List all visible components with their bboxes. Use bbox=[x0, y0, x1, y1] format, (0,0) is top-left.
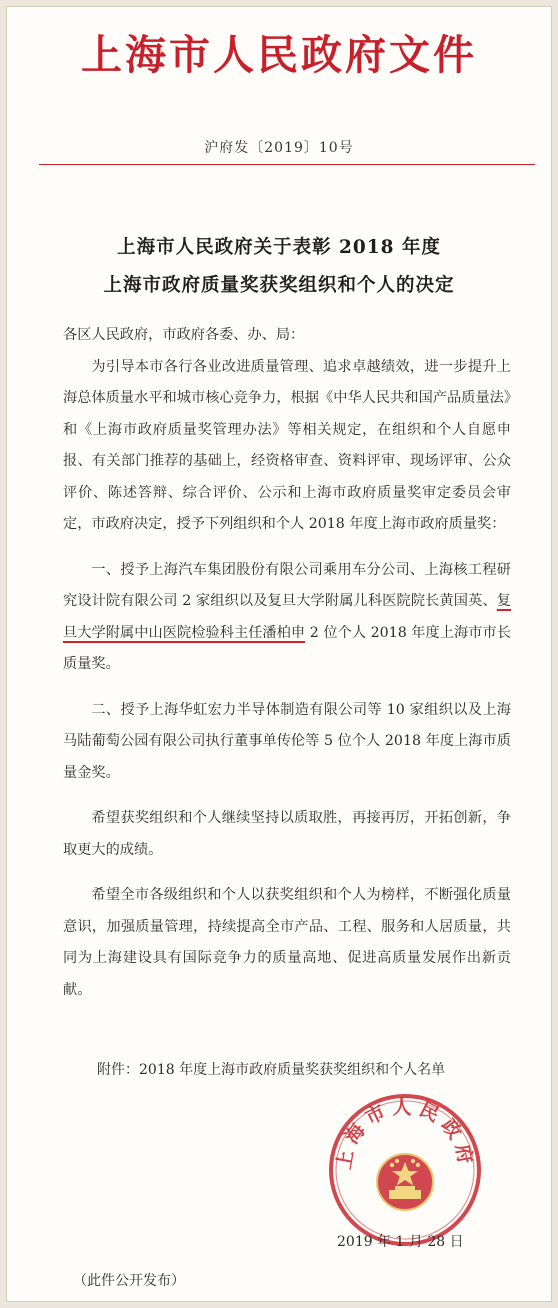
attachment-line: 附件：2018 年度上海市政府质量奖获奖组织和个人名单 bbox=[97, 1062, 446, 1078]
title-line-2: 上海市政府质量奖获奖组织和个人的决定 bbox=[103, 275, 455, 296]
salutation: 各区人民政府，市政府各委、办、局： bbox=[63, 327, 305, 343]
publication-note: （此件公开发布） bbox=[73, 1273, 185, 1289]
masthead-title: 上海市人民政府文件 bbox=[81, 31, 477, 79]
award-1-text-after: 2 位个人 2018 年度上海市市长质量奖。 bbox=[63, 624, 511, 672]
svg-text:上海市人民政府: 上海市人民政府 bbox=[332, 1096, 478, 1172]
issue-date: 2019 年 1 月 28 日 bbox=[337, 1234, 464, 1250]
national-emblem-icon bbox=[377, 1154, 433, 1210]
paragraph-hope-2: 希望全市各级组织和个人以获奖组织和个人为榜样，不断强化质量意识，加强质量管理，持续提高全市产品、工程、服务和人居质量，共同为上海建设具有国际竞争力的质量高地、促进高质量发展作出新贡献。 bbox=[63, 887, 511, 998]
document-page bbox=[6, 6, 552, 1302]
document-body bbox=[63, 320, 511, 1006]
title-line-1: 上海市人民政府关于表彰 2018 年度 bbox=[117, 237, 441, 258]
paragraph-hope-1: 希望获奖组织和个人继续坚持以质取胜，再接再厉，开拓创新，争取更大的成绩。 bbox=[63, 810, 511, 858]
award-1-text-before: 一、授予上海汽车集团股份有限公司乘用车分公司、上海核工程研究设计院有限公司 2 家组织以及复旦大学附属儿科医院院长黄国英、 bbox=[63, 561, 511, 609]
document-title bbox=[7, 229, 551, 305]
red-divider-line bbox=[39, 164, 535, 165]
official-seal-stamp bbox=[325, 1090, 485, 1250]
paragraph-award-1 bbox=[63, 555, 511, 681]
highlighted-awardee: 复旦大学附属中山医院检验科主任潘柏申 bbox=[63, 593, 511, 641]
paragraph-intro: 为引导本市各行各业改进质量管理、追求卓越绩效，进一步提升上海总体质量水平和城市核心竞争力，根据《中华人民共和国产品质量法》和《上海市政府质量奖管理办法》等相关规定，在组织和个人自愿申报、有关部门推荐的基础上，经资格审查、资料评审、现场评审、公众评价、陈述答辩、综合评价、公示和上海市政府质量奖审定委员会审定，市政府决定，授予下列组织和个人 2018 年度上海市政府质量奖： bbox=[63, 358, 511, 532]
paragraph-award-2: 二、授予上海华虹宏力半导体制造有限公司等 10 家组织以及上海马陆葡萄公园有限公司执行董事单传伦等 5 位个人 2018 年度上海市质量金奖。 bbox=[63, 701, 511, 781]
document-number: 沪府发〔2019〕10号 bbox=[204, 140, 354, 156]
